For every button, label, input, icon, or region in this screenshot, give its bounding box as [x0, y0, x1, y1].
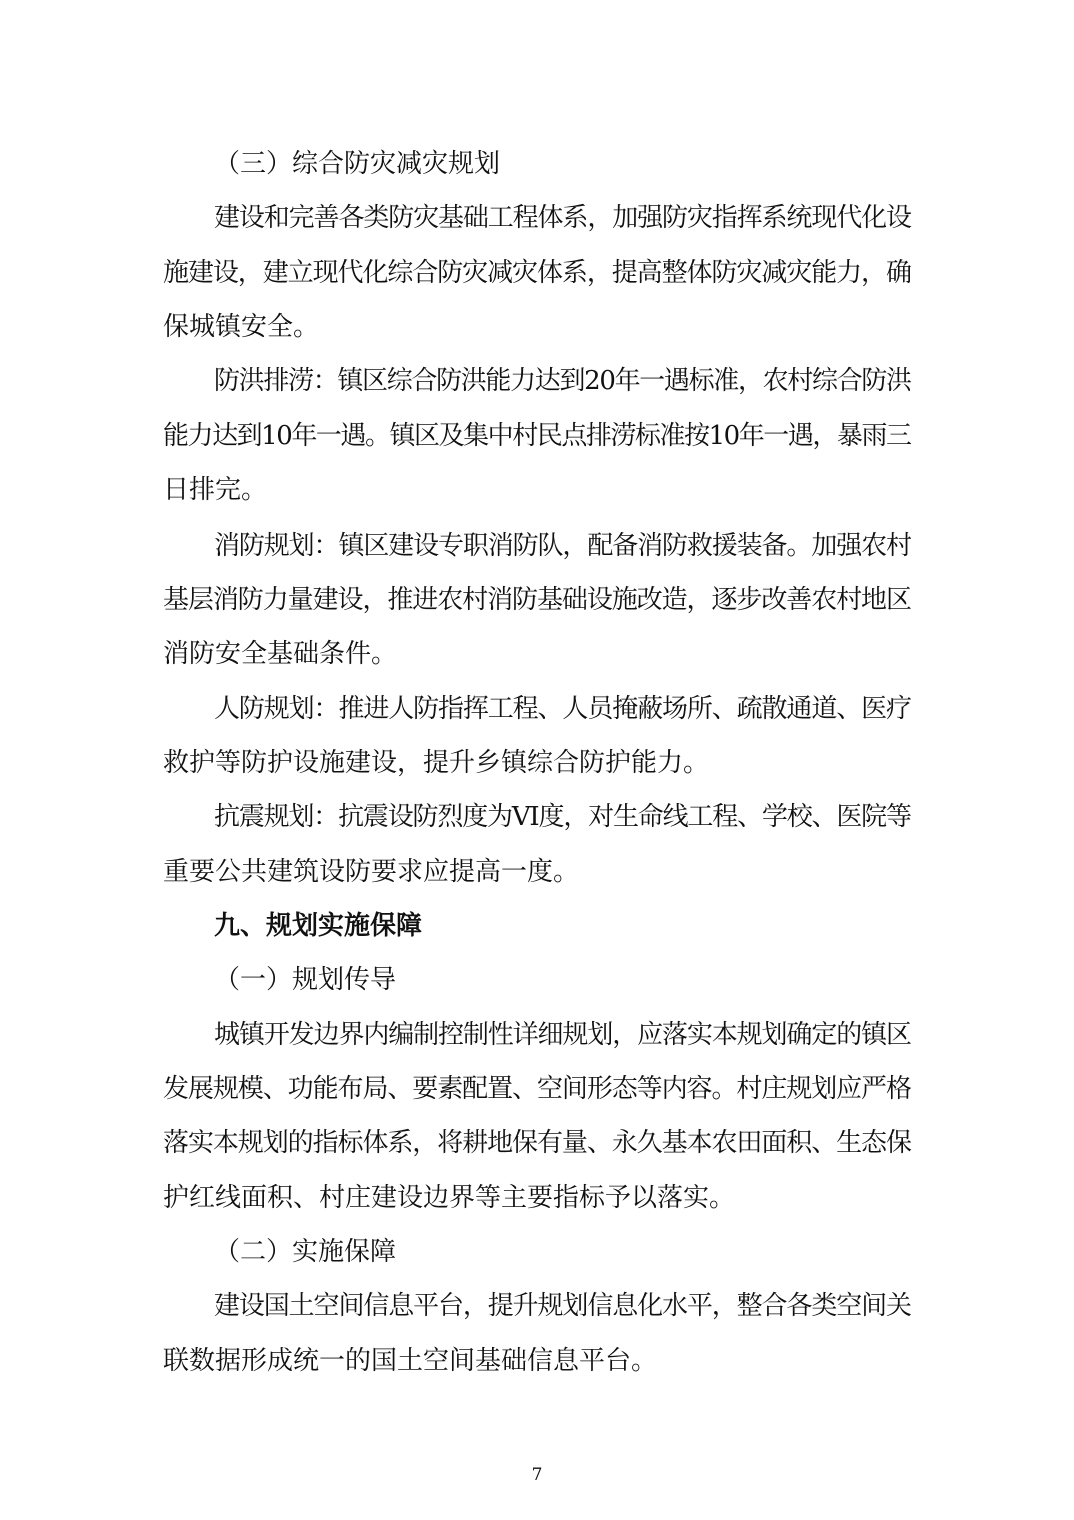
- paragraph-line: 建设国土空间信息平台，提升规划信息化水平，整合各类空间关: [214, 1291, 911, 1321]
- page-number: 7: [531, 1465, 543, 1485]
- paragraph-line: 发展规模、功能布局、要素配置、空间形态等内容。村庄规划应严格: [163, 1074, 911, 1104]
- section-heading: 九、规划实施保障: [214, 911, 423, 941]
- paragraph-line: 消防安全基础条件。: [163, 639, 398, 669]
- paragraph-line: 施建设，建立现代化综合防灾减灾体系，提高整体防灾减灾能力，确: [163, 258, 911, 288]
- paragraph-line: 人防规划：推进人防指挥工程、人员掩蔽场所、疏散通道、医疗: [214, 694, 911, 724]
- paragraph-line: 重要公共建筑设防要求应提高一度。: [163, 857, 580, 887]
- paragraph-line: 能力达到10年一遇。镇区及集中村民点排涝标准按10年一遇，暴雨三: [163, 421, 911, 451]
- paragraph-line: 日排完。: [163, 475, 268, 505]
- paragraph-line: 护红线面积、村庄建设边界等主要指标予以落实。: [163, 1183, 736, 1213]
- paragraph-line: 联数据形成统一的国土空间基础信息平台。: [163, 1346, 658, 1376]
- paragraph-line: 落实本规划的指标体系，将耕地保有量、永久基本农田面积、生态保: [163, 1128, 911, 1158]
- paragraph-line: 消防规划：镇区建设专职消防队，配备消防救援装备。加强农村: [214, 531, 911, 561]
- paragraph-line: 防洪排涝：镇区综合防洪能力达到20年一遇标准，农村综合防洪: [214, 366, 911, 396]
- sub-heading: （二）实施保障: [214, 1237, 397, 1267]
- paragraph-line: 城镇开发边界内编制控制性详细规划，应落实本规划确定的镇区: [214, 1020, 911, 1050]
- paragraph-line: 基层消防力量建设，推进农村消防基础设施改造，逐步改善农村地区: [163, 585, 911, 615]
- paragraph-line: 抗震规划：抗震设防烈度为VI度，对生命线工程、学校、医院等: [214, 802, 911, 832]
- paragraph-line: 建设和完善各类防灾基础工程体系，加强防灾指挥系统现代化设: [214, 203, 911, 233]
- paragraph-line: 保城镇安全。: [163, 312, 320, 342]
- sub-heading: （一）规划传导: [214, 965, 397, 995]
- sub-heading: （三）综合防灾减灾规划: [214, 149, 501, 179]
- paragraph-line: 救护等防护设施建设，提升乡镇综合防护能力。: [163, 748, 710, 778]
